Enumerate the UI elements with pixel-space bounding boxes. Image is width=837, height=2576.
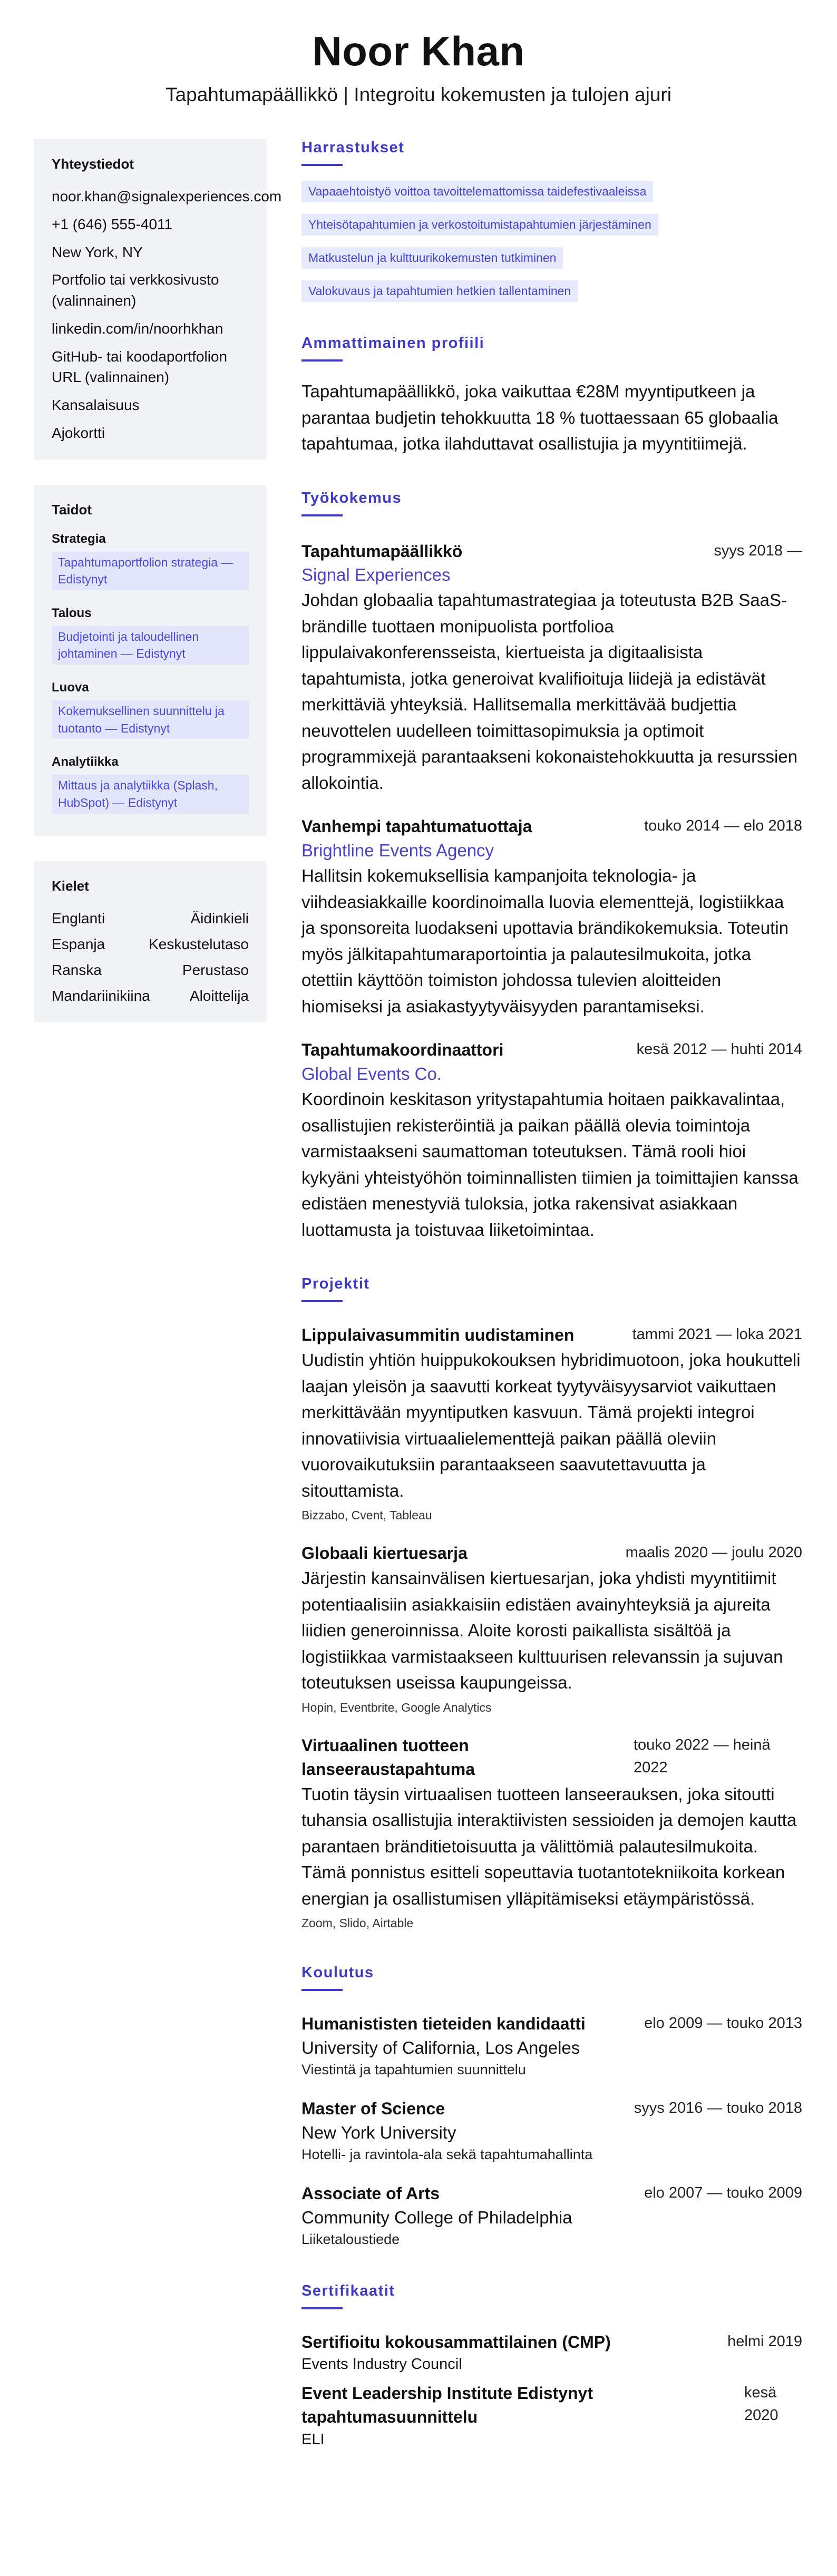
hobby-tag: Vapaaehtoistyö voittoa tavoittelemattomissa taidefestivaaleissa [301,181,653,202]
certification-issuer: ELI [301,2431,325,2448]
job-title: Tapahtumakoordinaattori [301,1040,504,1060]
hobbies-section [301,139,802,302]
language-level: Perustaso [182,962,249,979]
education-entry [301,2097,802,2165]
project-date: touko 2022 — heinä 2022 [634,1736,771,1777]
section-divider [301,1989,343,1991]
job-date: syys 2018 — [714,542,802,559]
school-name: New York University [301,2122,456,2142]
section-divider [301,359,343,362]
job-title: Tapahtumapäällikkö [301,541,463,561]
study-field: Liiketaloustiede [301,2231,400,2247]
skill-tag: Mittaus ja analytiikka (Splash, HubSpot) — Edistynyt [52,775,249,813]
project-tools: Hopin, Eventbrite, Google Analytics [301,1700,492,1714]
education-section [301,1964,802,2249]
job-company: Global Events Co. [301,1064,442,1084]
projects-section [301,1275,802,1931]
project-tools: Zoom, Slido, Airtable [301,1916,414,1930]
project-description: Järjestin kansainvälisen kiertuesarjan, joka yhdisti myyntitiimit potentiaalisiin asiakkaisiin edistäen avainyhteyksiä ja ajureita liidien generoinnissa. Aloite korosti paikallista sisältöä ja logistiikkaa varmistaakseen kulttuurisen relevanssin ja sujuvan toteutuksen useissa kaupungeissa. [301,1568,783,1693]
hobby-tag: Yhteisötapahtumien ja verkostoitumistapahtumien järjestäminen [301,214,658,236]
job-title: Vanhempi tapahtumatuottaja [301,817,532,836]
certification-date: kesä 2020 [744,2384,778,2424]
skill-category: Talous [52,606,92,620]
language-row [52,985,249,1006]
experience-heading: Työkokemus [301,489,402,506]
profile-heading: Ammattimainen profiili [301,335,485,352]
skill-category: Analytiikka [52,755,119,769]
certification-issuer: Events Industry Council [301,2356,462,2373]
project-entry [301,1323,802,1524]
contact-location: New York, NY [52,243,143,260]
contact-portfolio[interactable]: Portfolio tai verkkosivusto (valinnainen) [52,271,219,309]
certifications-section [301,2282,802,2451]
language-level: Aloittelija [189,988,249,1004]
language-row [52,960,249,980]
languages-title: Kielet [52,877,89,894]
languages-card [34,861,267,1022]
experience-entry [301,815,802,1019]
language-level: Äidinkieli [190,910,249,926]
language-row [52,934,249,954]
language-name: Ranska [52,962,102,979]
education-date: elo 2007 — touko 2009 [644,2184,802,2201]
study-field: Hotelli- ja ravintola-ala sekä tapahtumahallinta [301,2146,593,2162]
language-row [52,908,249,929]
skill-tag: Tapahtumaportfolion strategia — Edistynyt [52,552,249,590]
contact-github[interactable]: GitHub- tai koodaportfolion URL (valinnainen) [52,348,228,386]
section-divider [301,1300,343,1302]
contact-card [34,139,282,460]
project-title: Lippulaivasummitin uudistaminen [301,1325,575,1345]
section-divider [301,514,343,516]
project-date: tammi 2021 — loka 2021 [632,1326,802,1343]
certification-name: Sertifioitu kokousammattilainen (CMP) [301,2332,611,2351]
language-name: Espanja [52,935,105,952]
language-name: Mandariinikiina [52,988,150,1004]
contact-title: Yhteystiedot [52,156,134,172]
project-entry [301,1734,802,1931]
profile-text: Tapahtumapäällikkö, joka vaikuttaa €28M myyntiputkeen ja parantaa budjetin tehokkuutta 18 % tuottaessaan 65 globaalia tapahtumaa, jotka ilahduttavat osallistujia ja myyntitiimejä. [301,382,778,453]
person-name: Noor Khan [312,28,525,74]
skill-category: Strategia [52,531,106,546]
project-description: Uudistin yhtiön huippukokouksen hybridimuotoon, joka houkutteli laajan yleisön ja saavutti korkeat tyytyväisyysarviot vaikuttaen merkittävään myyntiputken kasvuun. Tämä projekti integroi innovatiivisia virtuaalielementtejä paikan päällä oleviin vuorovaikutuksiin parantaakseen saavutettavuutta ja sitouttamista. [301,1350,801,1500]
language-name: Englanti [52,910,105,926]
skill-tag: Kokemuksellinen suunnittelu ja tuotanto — Edistynyt [52,700,249,739]
job-description: Hallitsin kokemuksellisia kampanjoita teknologia- ja viihdeasiakkaille koordinoimalla luovia elementtejä, logistiikkaa ja sponsoreita luodakseni upottavia brändikokemuksia. Toteutin myös jälkitapahtumaraportointia ja palautesilmukoita, jotka otettiin käyttöön toimiston johdossa tulevien aloitteiden hiomiseksi ja asiakastyytyväisyyden parantamiseksi. [301,866,789,1016]
project-date: maalis 2020 — joulu 2020 [625,1544,802,1562]
job-description: Koordinoin keskitason yritystapahtumia hoitaen paikkavalintaa, osallistujien rekisteröintiä ja paikan päällä olevia toimintoja varmistaakseni saumattoman toteutuksen. Tämä rooli hioi kykyäni yhteistyöhön toiminnallisten tiimien ja toimittajien kanssa edistäen menestyviä tuloksia, jotka rakensivat asiakkaan luottamusta ja toistuvaa liiketoimintaa. [301,1089,799,1240]
skill-tag: Budjetointi ja taloudellinen johtaminen — Edistynyt [52,626,249,665]
contact-citizenship: Kansalaisuus [52,397,140,413]
certification-name: Event Leadership Institute Edistynyt tapahtumasuunnittelu [301,2383,593,2426]
job-company: Signal Experiences [301,565,451,585]
hobbies-heading: Harrastukset [301,139,405,156]
education-date: syys 2016 — touko 2018 [634,2099,802,2116]
study-field: Viestintä ja tapahtumien suunnittelu [301,2062,526,2078]
sidebar [34,139,282,1048]
main-column [301,139,802,2450]
resume-header [0,28,837,106]
contact-phone[interactable]: +1 (646) 555-4011 [52,216,173,232]
skills-card [34,485,267,836]
skill-category: Luova [52,680,89,695]
school-name: Community College of Philadelphia [301,2207,572,2227]
certification-entry [301,2382,802,2450]
certifications-heading: Sertifikaatit [301,2282,395,2299]
degree-title: Associate of Arts [301,2183,440,2203]
certification-entry [301,2330,802,2375]
experience-entry [301,1038,802,1243]
person-tagline: Tapahtumapäällikkö | Integroitu kokemusten ja tulojen ajuri [166,84,671,105]
contact-email[interactable]: noor.khan@signalexperiences.com [52,188,282,204]
certification-date: helmi 2019 [727,2333,802,2350]
section-divider [301,2307,343,2309]
project-description: Tuotin täysin virtuaalisen tuotteen lanseerauksen, joka sitoutti tuhansia osallistujia interaktiivisten sessioiden ja demojen kautta parantaen bränditietoisuutta ja välittömiä palautesilmukoita. Tämä ponnistus esitteli sopeuttavia tuotantotekniikoita korkean energian ja osallistumisen ylläpitämiseksi etäympäristössä. [301,1784,797,1908]
language-level: Keskustelutaso [149,935,249,952]
experience-entry [301,540,802,796]
job-date: kesä 2012 — huhti 2014 [636,1041,802,1058]
hobby-tag: Valokuvaus ja tapahtumien hetkien tallentaminen [301,280,578,302]
contact-license: Ajokortti [52,424,105,441]
job-company: Brightline Events Agency [301,841,494,861]
project-tools: Bizzabo, Cvent, Tableau [301,1508,432,1523]
project-title: Globaali kiertuesarja [301,1544,468,1563]
experience-section [301,490,802,1243]
degree-title: Humanististen tieteiden kandidaatti [301,2014,586,2034]
skills-title: Taidot [52,501,92,518]
education-date: elo 2009 — touko 2013 [644,2015,802,2032]
education-entry [301,2012,802,2080]
education-heading: Koulutus [301,1964,374,1982]
profile-section [301,335,802,457]
job-date: touko 2014 — elo 2018 [644,817,802,835]
degree-title: Master of Science [301,2099,445,2118]
school-name: University of California, Los Angeles [301,2038,580,2057]
hobby-tag: Matkustelun ja kulttuurikokemusten tutkiminen [301,247,563,269]
project-title: Virtuaalinen tuotteen lanseeraustapahtuma [301,1735,475,1779]
contact-linkedin[interactable]: linkedin.com/in/noorhkhan [52,320,223,337]
project-entry [301,1541,802,1715]
education-entry [301,2182,802,2250]
projects-heading: Projektit [301,1275,370,1293]
job-description: Johdan globaalia tapahtumastrategiaa ja toteutusta B2B SaaS-brändille tuottaen monipuolista portfolioa lippulaivakonferensseista, kiertueista ja digitaalisista tapahtumista, jotka generoivat kvalifioituja liidejä ja edistävät merkittäviä yhteyksiä. Hallitsemalla merkittävää budjettia neuvottelen uudelleen toimittasopimuksia ja optimoit programmixejä parantaakseni kokonaistehokkuutta ja resurssien allokointia. [301,590,797,793]
